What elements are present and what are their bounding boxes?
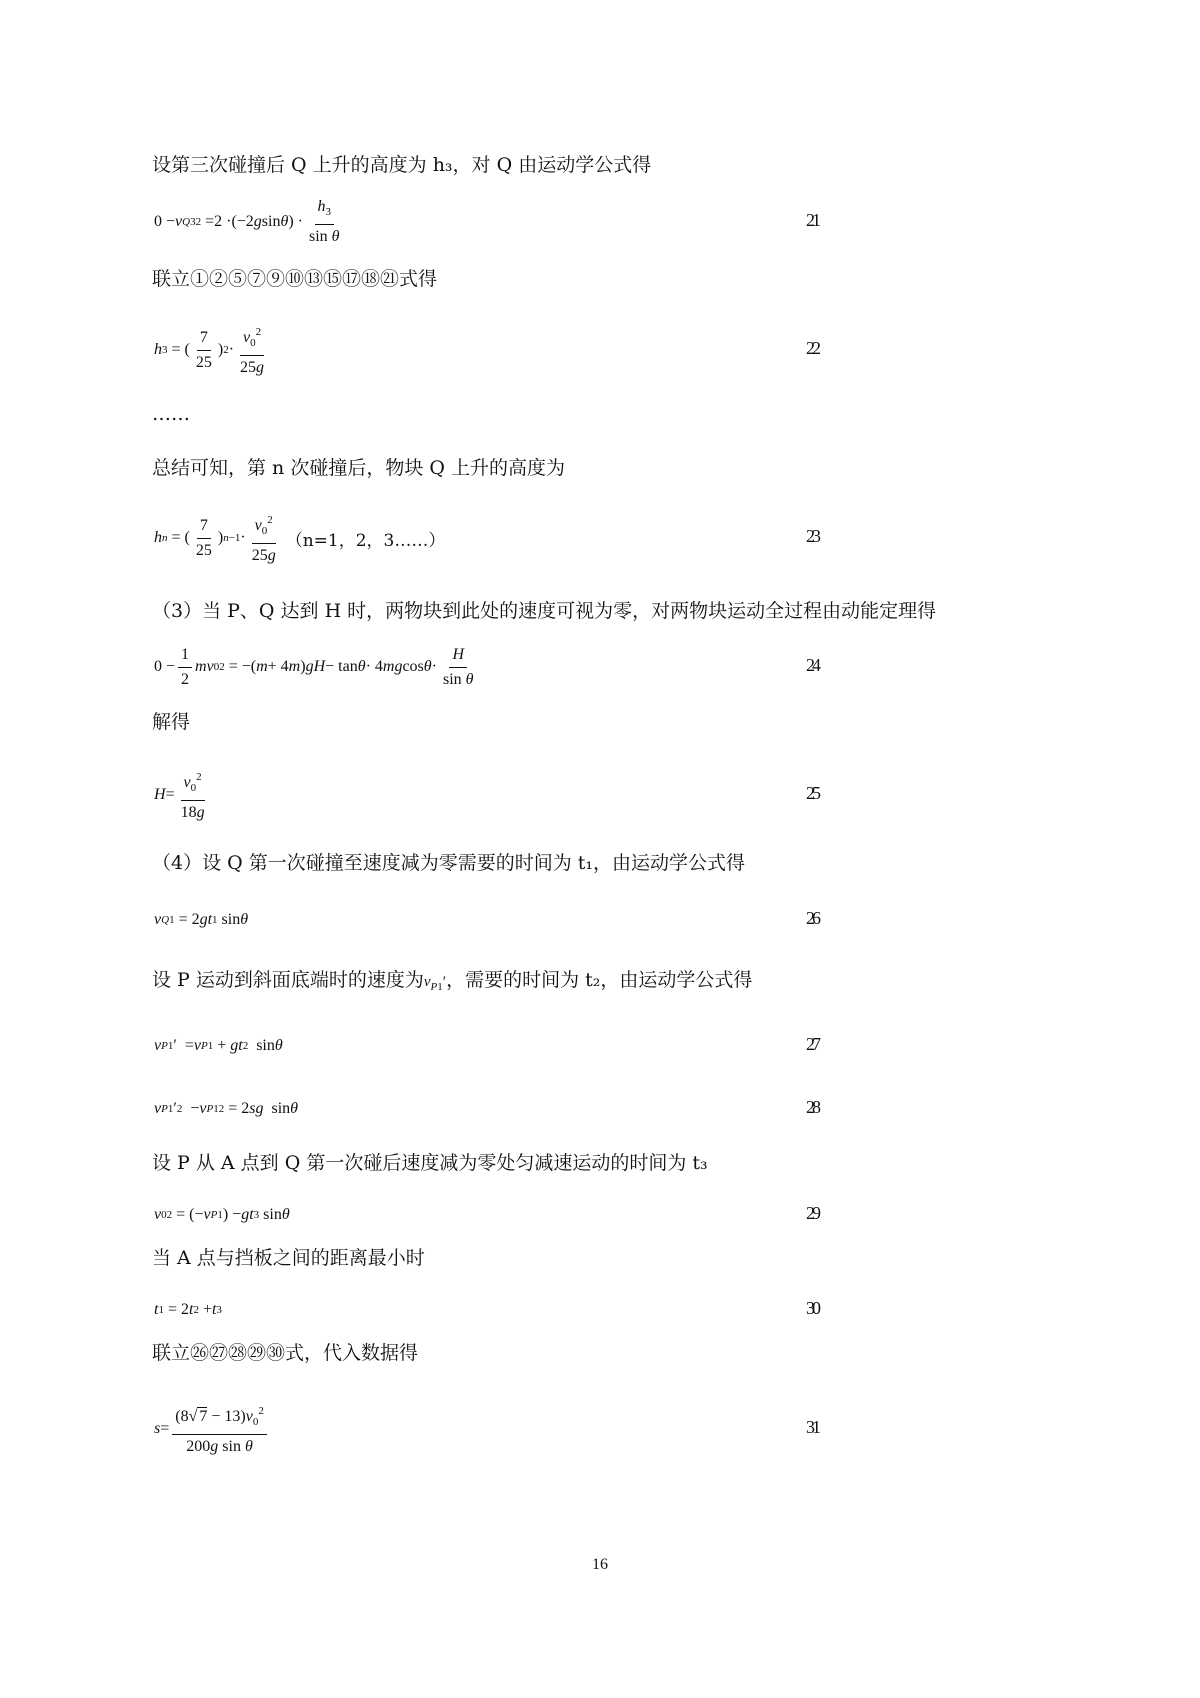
equation-25: H = $\frac{v_0^2}{18g}$ (154, 765, 211, 825)
equation-26: v Q1 = 2 gt 1 sin θ (154, 911, 249, 928)
paragraph-summary: 总结可知，第 n 次碰撞后，物块 Q 上升的高度为 (152, 457, 565, 479)
equation-31: s = $\frac{(8√ 7 - 13)v_0^2}{\text{200g sin θ}}$ (154, 1399, 270, 1459)
equation-tag-29: 29 (806, 1203, 818, 1223)
equation-tag-30: 30 (806, 1298, 818, 1318)
paragraph-solve: 解得 (152, 711, 191, 733)
paragraph-part-4: （4）设 Q 第一次碰撞至速度减为零需要的时间为 t₁，由运动学公式得 (152, 852, 746, 874)
equation-tag-25: 25 (806, 783, 818, 803)
equation-28: v P1 ′ 2 − v P1 2 = 2 sg sin θ (154, 1100, 299, 1117)
page-number: 16 (592, 1556, 608, 1573)
equation-27: v P1 ′ = v P1 + gt 2 sin θ (154, 1037, 283, 1054)
p-bottom-text-start: 设 P 运动到斜面底端时的速度为 (152, 969, 424, 991)
ellipsis: …… (152, 403, 190, 425)
paragraph-third-collision: 设第三次碰撞后 Q 上升的高度为 h₃，对 Q 由运动学公式得 (152, 154, 652, 176)
equation-tag-21: 21 (806, 210, 818, 230)
paragraph-p-bottom: 设 P 运动到斜面底端时的速度为$v_{P1}'$，需要的时间为 t₂，由运动学公式得 (152, 969, 753, 993)
equation-22: h 3 = ( $\frac{7}{25}$ ) 2 · $\frac{v_0^2}{25g}$ (154, 320, 270, 380)
equation-tag-23: 23 (806, 526, 818, 546)
paragraph-min-distance: 当 A 点与挡板之间的距离最小时 (152, 1247, 425, 1269)
equation-24: 0 − $\frac{1}{2}$ m v 0 2 = −( m + 4 m ) gH − tan θ · 4 mg cos θ · $\frac{H}{\text{sin θ}}$ (154, 645, 474, 688)
equation-tag-31: 31 (806, 1417, 818, 1437)
paragraph-part-3: （3）当 P、Q 达到 H 时，两物块到此处的速度可视为零，对两物块运动全过程由动能定理得 (152, 600, 937, 622)
paragraph-combine-2: 联立㉖㉗㉘㉙㉚式，代入数据得 (152, 1342, 419, 1364)
equation-tag-26: 26 (806, 908, 818, 928)
equation-tag-28: 28 (806, 1097, 818, 1117)
equation-29: v 02 = (− v P1 ) − gt 3 sin θ (154, 1206, 290, 1223)
n-range-note: （n=1，2，3……） (285, 530, 446, 551)
equation-30: t 1 = 2 t 2 + t 3 (154, 1301, 222, 1318)
equation-tag-22: 22 (806, 338, 818, 358)
equation-21: 0 − v Q3 2 =2 ·(−2 g sin θ ) · $\frac{h_3}{\text{sin θ}}$ (154, 198, 340, 245)
paragraph-decel: 设 P 从 A 点到 Q 第一次碰后速度减为零处匀减速运动的时间为 t₃ (152, 1152, 708, 1174)
equation-23: h n = ( $\frac{7}{25}$ ) n−1 · $\frac{v_0^2}{25g}$ （n=1，2，3……） (154, 508, 445, 568)
equation-tag-24: 24 (806, 655, 818, 675)
paragraph-combine-1: 联立①②⑤⑦⑨⑩⑬⑮⑰⑱㉑式得 (152, 268, 438, 290)
equation-tag-27: 27 (806, 1034, 818, 1054)
p-bottom-text-end: ，需要的时间为 t₂，由运动学公式得 (446, 969, 753, 991)
